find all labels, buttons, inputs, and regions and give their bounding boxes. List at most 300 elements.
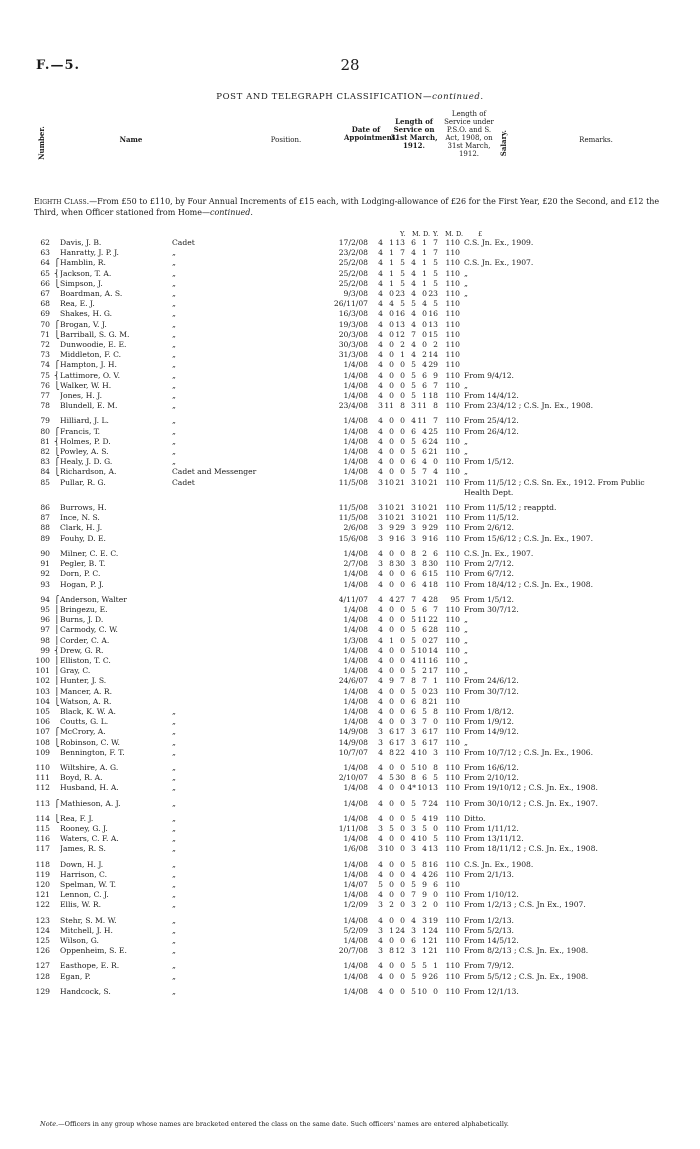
row-number: 76: [40, 380, 50, 390]
row-service-years: 4: [378, 747, 383, 757]
row-date: 1/4/08: [343, 986, 368, 996]
row-service-days: 0: [400, 635, 405, 645]
row-date: 1/4/08: [343, 762, 368, 772]
row-ps-months: 10: [417, 783, 427, 793]
row-ps-days: 24: [428, 925, 438, 935]
row-date: 1/4/08: [343, 569, 368, 579]
row-service-years: 4: [378, 380, 383, 390]
row-service-months: 1: [389, 278, 394, 288]
row-salary: 110: [445, 436, 460, 446]
row-ps-days: 17: [428, 727, 438, 737]
row-service-months: 10: [384, 844, 394, 854]
row-position: [172, 676, 326, 686]
col-remarks: Remarks.: [579, 136, 613, 144]
row-ps-years: 4: [411, 319, 416, 329]
row-ps-months: 4: [422, 360, 427, 370]
row-position: „: [172, 813, 176, 823]
row-bracket: ⎩: [54, 467, 60, 477]
row-remarks: From 15/6/12 ; C.S. Jn. Ex., 1907.: [464, 533, 594, 543]
row-ps-years: 5: [411, 813, 416, 823]
row-service-years: 4: [378, 783, 383, 793]
row-bracket: ⎪: [54, 655, 60, 665]
row-ps-years: 4: [411, 915, 416, 925]
row-service-years: 4: [378, 813, 383, 823]
row-service-days: 13: [395, 238, 405, 247]
row-ps-years: 5: [411, 666, 416, 676]
row-number: 87: [40, 513, 50, 523]
row-service-days: 0: [400, 686, 405, 696]
table-row: [34, 799, 670, 809]
row-remarks: From 18/11/12 ; C.S. Jn. Ex., 1908.: [464, 844, 598, 854]
row-bracket: ⎩: [54, 380, 60, 390]
row-name: Bringezu, E.: [60, 604, 108, 614]
row-service-months: 0: [389, 834, 394, 844]
row-position: „: [172, 879, 176, 889]
row-name: Black, K. W. A.: [60, 706, 116, 716]
row-remarks: From 5/5/12 ; C.S. Jn. Ex., 1908.: [464, 971, 589, 981]
row-bracket: ⎧: [54, 426, 60, 436]
row-ps-months: 2: [422, 666, 427, 676]
row-position: „: [172, 717, 176, 727]
row-service-months: 1: [389, 268, 394, 278]
row-number: 84: [40, 467, 50, 477]
row-bracket: ⎪: [54, 666, 60, 676]
row-ps-days: 13: [428, 783, 438, 793]
row-service-months: 0: [389, 625, 394, 635]
row-service-days: 0: [400, 391, 405, 401]
row-name: Jackson, T. A.: [60, 268, 112, 278]
row-ps-days: 17: [428, 737, 438, 747]
row-name: Pegler, B. T.: [60, 559, 106, 569]
row-salary: 110: [445, 258, 460, 268]
row-number: 104: [35, 696, 50, 706]
row-salary: 110: [445, 645, 460, 655]
row-service-days: 0: [400, 426, 405, 436]
row-position: „: [172, 319, 176, 329]
document-reference: F.—5.: [36, 58, 81, 73]
row-date: 26/11/07: [333, 299, 368, 309]
row-date: 1/4/08: [343, 548, 368, 558]
row-ps-months: 11: [417, 615, 427, 625]
row-number: 127: [35, 961, 50, 971]
row-date: 2/7/08: [343, 559, 368, 569]
row-ps-days: 5: [433, 834, 438, 844]
page-title: [0, 92, 700, 102]
row-service-years: 3: [378, 513, 383, 523]
row-salary: 110: [445, 971, 460, 981]
row-name: Rea, F. J.: [60, 813, 94, 823]
row-salary: 110: [445, 447, 460, 457]
table-row: [34, 309, 670, 319]
row-number: 90: [40, 548, 50, 558]
row-ps-months: 6: [422, 569, 427, 579]
row-service-months: 0: [389, 604, 394, 614]
row-name: Stehr, S. M. W.: [60, 915, 117, 925]
row-ps-months: 5: [422, 961, 427, 971]
row-position: „: [172, 447, 176, 457]
table-row: [34, 360, 670, 370]
class-description: [34, 196, 670, 218]
row-date: 1/4/08: [343, 869, 368, 879]
row-name: Rea, E. J.: [60, 299, 95, 309]
row-service-months: 0: [389, 319, 394, 329]
table-row: [34, 330, 670, 340]
row-name: Wiltshire, A. G.: [60, 762, 119, 772]
row-salary: 110: [445, 915, 460, 925]
row-position: [172, 534, 326, 544]
row-ps-months: 6: [422, 436, 427, 446]
row-date: 1/2/09: [343, 900, 368, 910]
row-ps-months: 4: [422, 579, 427, 589]
row-number: 121: [35, 890, 50, 900]
table-row: [34, 615, 670, 625]
row-ps-months: 6: [422, 604, 427, 614]
row-ps-days: 22: [428, 615, 438, 625]
row-service-months: 0: [389, 391, 394, 401]
row-number: 115: [35, 823, 50, 833]
row-number: 125: [35, 936, 50, 945]
table-row: [34, 636, 670, 646]
row-ps-months: 10: [417, 503, 427, 513]
row-service-months: 0: [389, 936, 394, 945]
row-remarks: „: [464, 655, 468, 665]
row-position: „: [172, 936, 176, 945]
row-ps-years: 4: [411, 258, 416, 268]
row-position: „: [172, 258, 176, 268]
row-name: Wilson, G.: [60, 936, 99, 945]
row-remarks: „: [464, 737, 468, 747]
table-row: [34, 748, 670, 758]
row-number: 83: [40, 457, 50, 467]
row-remarks: [464, 697, 670, 707]
row-salary: 110: [445, 533, 460, 543]
row-service-days: 5: [400, 268, 405, 278]
row-ps-days: 7: [433, 238, 438, 247]
row-date: 1/4/08: [343, 666, 368, 676]
row-date: 1/3/08: [343, 635, 368, 645]
row-ps-days: 14: [428, 645, 438, 655]
row-name: Walker, W. H.: [60, 380, 112, 390]
row-ps-days: 24: [428, 436, 438, 446]
row-number: 117: [35, 844, 50, 854]
row-bracket: ⎧: [54, 457, 60, 467]
row-ps-months: 2: [422, 548, 427, 558]
col-position: Position.: [270, 136, 302, 144]
row-ps-days: 28: [428, 594, 438, 604]
row-service-days: 12: [395, 946, 405, 956]
row-service-years: 3: [378, 844, 383, 854]
table-row: [34, 646, 670, 656]
row-service-days: 0: [400, 467, 405, 477]
row-ps-years: 5: [411, 986, 416, 996]
row-remarks: „: [464, 436, 468, 446]
row-ps-months: 0: [422, 329, 427, 339]
row-remarks: From 5/2/13.: [464, 925, 514, 935]
table-row: [34, 707, 670, 717]
row-remarks: „: [464, 625, 468, 635]
row-service-days: 0: [400, 890, 405, 900]
row-service-months: 0: [389, 329, 394, 339]
row-name: Holmes, P. D.: [60, 436, 111, 446]
row-name: Burrows, H.: [60, 503, 107, 513]
row-remarks: From 25/4/12.: [464, 416, 519, 426]
row-ps-days: 4: [433, 467, 438, 477]
row-service-years: 3: [378, 727, 383, 737]
row-name: Hogan, P. J.: [60, 579, 104, 589]
row-service-years: 4: [378, 248, 383, 258]
row-remarks: „: [464, 268, 468, 278]
row-name: Rooney, G. J.: [60, 823, 108, 833]
row-salary: 110: [445, 416, 460, 426]
row-ps-months: 7: [422, 798, 427, 808]
row-date: 1/4/08: [343, 370, 368, 380]
row-ps-years: 6: [411, 696, 416, 706]
row-remarks: [464, 880, 670, 890]
row-bracket: ⎪: [54, 635, 60, 645]
row-name: Fouhy, D. E.: [60, 533, 106, 543]
row-salary: 110: [445, 813, 460, 823]
row-ps-days: 5: [433, 268, 438, 278]
row-ps-days: 23: [428, 289, 438, 299]
row-remarks: From 2/7/12.: [464, 559, 514, 569]
row-ps-days: 18: [428, 391, 438, 401]
row-service-months: 5: [389, 823, 394, 833]
row-name: Shakes, H. G.: [60, 309, 113, 319]
row-ps-years: 3: [411, 727, 416, 737]
row-ps-years: 8: [411, 548, 416, 558]
row-salary: 110: [445, 655, 460, 665]
table-row: [34, 238, 670, 248]
row-salary: 110: [445, 340, 460, 350]
row-service-years: 4: [378, 350, 383, 360]
row-salary: 110: [445, 569, 460, 579]
row-position: „: [172, 783, 176, 793]
row-ps-years: 5: [411, 370, 416, 380]
row-ps-years: 3: [411, 513, 416, 523]
row-ps-years: 5: [411, 447, 416, 457]
row-service-days: 0: [400, 416, 405, 426]
row-ps-years: 3: [411, 401, 416, 411]
row-salary: 110: [445, 936, 460, 945]
table-row: [34, 299, 670, 309]
row-name: Boyd, R. A.: [60, 773, 103, 783]
row-salary: 110: [445, 248, 460, 258]
row-position: [172, 605, 326, 615]
row-ps-months: 10: [417, 747, 427, 757]
row-ps-months: 1: [422, 248, 427, 258]
row-name: Hunter, J. S.: [60, 676, 107, 686]
row-number: 109: [35, 747, 50, 757]
row-service-days: 0: [400, 706, 405, 716]
row-ps-years: 6: [411, 936, 416, 945]
table-row: [34, 961, 670, 971]
row-ps-days: 21: [428, 447, 438, 457]
row-name: Ellis, W. R.: [60, 900, 101, 910]
row-service-months: 1: [389, 238, 394, 247]
table-row: [34, 513, 670, 523]
row-ps-days: 17: [428, 666, 438, 676]
row-name: Powley, A. S.: [60, 447, 109, 457]
row-ps-months: 4: [422, 869, 427, 879]
row-date: 20/3/08: [338, 329, 368, 339]
row-ps-years: 3: [411, 717, 416, 727]
row-number: 96: [40, 615, 50, 625]
row-number: 124: [35, 925, 50, 935]
row-service-months: 0: [389, 986, 394, 996]
row-number: 86: [40, 503, 50, 513]
row-ps-years: 5: [411, 971, 416, 981]
row-name: McCrory, A.: [60, 727, 106, 737]
row-number: 80: [40, 426, 50, 436]
row-date: 1/4/08: [343, 706, 368, 716]
row-remarks: From 14/5/12.: [464, 936, 519, 945]
row-salary: 110: [445, 706, 460, 716]
row-service-years: 3: [378, 925, 383, 935]
row-ps-years: 4*: [407, 783, 416, 793]
row-number: 66: [40, 278, 50, 288]
row-number: 103: [35, 686, 50, 696]
row-ps-years: 5: [411, 762, 416, 772]
row-service-months: 0: [389, 879, 394, 889]
row-service-days: 0: [400, 370, 405, 380]
table-row: [34, 549, 670, 559]
row-position: „: [172, 436, 176, 446]
row-ps-years: 4: [411, 834, 416, 844]
row-service-days: 0: [400, 823, 405, 833]
row-position: [172, 503, 326, 513]
table-row: [34, 279, 670, 289]
row-name: Hampton, J. H.: [60, 360, 117, 370]
row-remarks: Ditto.: [464, 813, 486, 823]
row-ps-days: 26: [428, 869, 438, 879]
row-date: 1/4/08: [343, 579, 368, 589]
row-number: 77: [40, 391, 50, 401]
row-bracket: ⎧: [54, 594, 60, 604]
row-name: Pullar, R. G.: [60, 477, 106, 487]
row-ps-days: 29: [428, 360, 438, 370]
row-service-months: 0: [389, 370, 394, 380]
row-ps-months: 9: [422, 890, 427, 900]
row-service-days: 16: [395, 533, 405, 543]
row-service-days: 0: [400, 579, 405, 589]
row-name: Dorn, P. C.: [60, 569, 101, 579]
row-name: Robinson, C. W.: [60, 737, 120, 747]
row-remarks: [464, 350, 670, 360]
row-ps-years: 6: [411, 457, 416, 467]
row-number: 89: [40, 533, 50, 543]
row-date: 1/4/08: [343, 457, 368, 467]
row-number: 64: [40, 258, 50, 268]
row-number: 63: [40, 248, 50, 258]
table-row: [34, 656, 670, 666]
table-row: [34, 269, 670, 279]
row-date: 1/4/08: [343, 416, 368, 426]
col-salary: Salary.: [499, 130, 508, 157]
classification-table: [34, 238, 670, 997]
row-service-days: 21: [395, 513, 405, 523]
row-ps-months: 4: [422, 594, 427, 604]
row-ps-months: 10: [417, 762, 427, 772]
row-date: 1/4/07: [343, 879, 368, 889]
row-remarks: From 30/7/12.: [464, 604, 519, 614]
row-ps-months: 4: [422, 426, 427, 436]
row-number: 75: [40, 370, 50, 380]
row-position: „: [172, 299, 176, 309]
row-number: 108: [35, 737, 50, 747]
row-ps-years: 4: [411, 268, 416, 278]
row-salary: 110: [445, 615, 460, 625]
row-position: „: [172, 834, 176, 844]
row-salary: 110: [445, 737, 460, 747]
row-service-days: 5: [400, 258, 405, 268]
row-ps-months: 8: [422, 859, 427, 869]
row-bracket: ⎧: [54, 798, 60, 808]
row-position: „: [172, 360, 176, 370]
row-date: 5/2/09: [343, 925, 368, 935]
row-remarks: „: [464, 645, 468, 655]
row-service-months: 8: [389, 747, 394, 757]
table-row: [34, 870, 670, 880]
row-remarks: From 18/4/12 ; C.S. Jn. Ex., 1908.: [464, 579, 594, 589]
row-ps-days: 6: [433, 879, 438, 889]
row-service-months: 10: [384, 477, 394, 487]
row-service-years: 4: [378, 340, 383, 350]
row-service-days: 0: [400, 879, 405, 889]
row-ps-months: 2: [422, 900, 427, 910]
row-name: Harrison, C.: [60, 869, 107, 879]
row-ps-days: 16: [428, 309, 438, 319]
row-service-months: 0: [389, 309, 394, 319]
row-position: [172, 569, 326, 579]
row-ps-days: 0: [433, 823, 438, 833]
row-ps-years: 5: [411, 436, 416, 446]
row-salary: 110: [445, 579, 460, 589]
row-remarks: From 6/7/12.: [464, 569, 514, 579]
row-ps-years: 6: [411, 579, 416, 589]
row-name: Coutts, G. L.: [60, 717, 109, 727]
row-service-days: 0: [400, 457, 405, 467]
row-ps-days: 7: [433, 248, 438, 258]
row-ps-years: 4: [411, 278, 416, 288]
row-ps-years: 5: [411, 961, 416, 971]
row-salary: 110: [445, 635, 460, 645]
table-row: [34, 687, 670, 697]
row-service-days: 24: [395, 925, 405, 935]
row-salary: 110: [445, 268, 460, 278]
table-row: [34, 824, 670, 834]
row-remarks: From 30/10/12 ; C.S. Jn. Ex., 1907.: [464, 798, 598, 808]
row-ps-days: 18: [428, 579, 438, 589]
row-date: 1/4/08: [343, 655, 368, 665]
row-bracket: ⎩: [54, 447, 60, 457]
row-number: 95: [40, 604, 50, 614]
row-date: 17/2/08: [338, 238, 368, 247]
table-row: [34, 676, 670, 686]
row-ps-days: 5: [433, 773, 438, 783]
row-service-years: 3: [378, 559, 383, 569]
row-remarks: From 1/11/12.: [464, 823, 519, 833]
row-service-years: 4: [378, 717, 383, 727]
row-bracket: ⎧: [54, 319, 60, 329]
row-service-years: 4: [378, 655, 383, 665]
row-bracket: ⎧: [54, 360, 60, 370]
row-ps-years: 3: [411, 559, 416, 569]
row-date: 1/4/08: [343, 467, 368, 477]
row-name: Mathieson, A. J.: [60, 798, 121, 808]
row-service-years: 4: [378, 391, 383, 401]
row-number: 67: [40, 289, 50, 299]
table-row: [34, 371, 670, 381]
